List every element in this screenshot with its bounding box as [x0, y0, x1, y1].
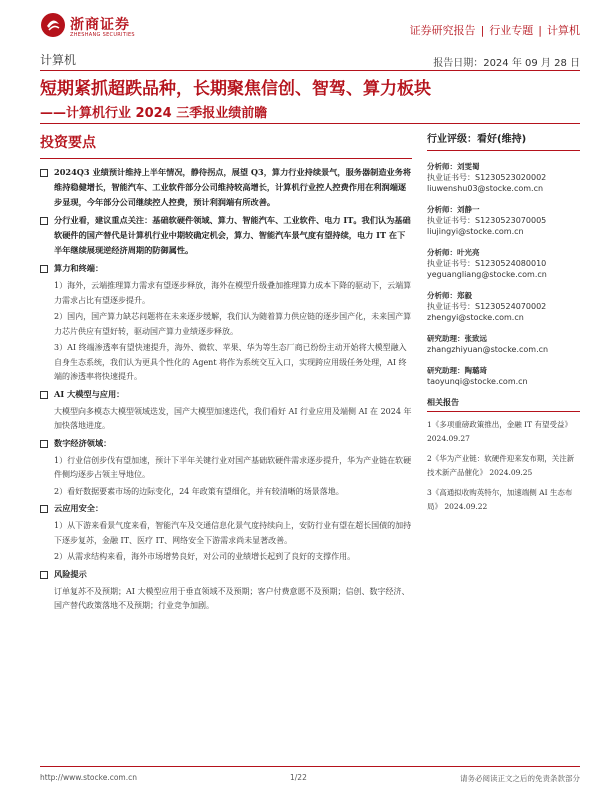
related-reports-heading: 相关报告 [427, 397, 580, 412]
analyst-card [427, 247, 580, 280]
report-subtitle: ——计算机行业 2024 三季报业绩前瞻 [40, 106, 268, 121]
checkbox-bullet-icon [40, 571, 48, 579]
analyst-card [427, 365, 580, 387]
industry-rating: 行业评级：看好(维持) [427, 130, 580, 151]
analyst-email[interactable]: liujingyi@stocke.com.cn [427, 227, 524, 236]
assistant-email[interactable]: taoyunqi@stocke.com.cn [427, 377, 528, 386]
analyst-card [427, 333, 580, 355]
tag-report-category: 行业专题 [489, 24, 534, 37]
analyst-cert: 执业证书号：S1230523070005 [427, 216, 547, 225]
bullet-paragraph: 大模型向多模态大模型领域迭发，国产大模型加速迭代，我们看好 AI 行业应用及端侧 AI 在 2024 年加快落地进度。 [54, 406, 412, 430]
analyst-cert: 执业证书号：S1230524070002 [427, 302, 547, 311]
analyst-card [427, 204, 580, 237]
checkbox-bullet-icon [40, 391, 48, 399]
analyst-email[interactable]: zhengyi@stocke.com.cn [427, 313, 524, 322]
sector-label: 计算机 [40, 53, 77, 67]
bullet-paragraph: 3）AI 终端渗透率有望快速提升，海外、微软、苹果、华为等生态厂商已纷纷主动开始将大模型融入自身生态系统，我们认为更具个性化的 Agent 将作为系统交互入口，实现跨应用级任务处理，AI 终端的渗透率将快速提升。 [54, 343, 407, 381]
analyst-email[interactable]: yeguangliang@stocke.com.cn [427, 270, 547, 279]
bullet-heading: AI 大模型与应用： [54, 388, 125, 399]
summary-divider [40, 158, 412, 159]
summary-bullet [40, 567, 412, 582]
bullet-heading: 风险提示 [54, 568, 87, 579]
footer-url[interactable]: http://www.stocke.com.cn [40, 773, 137, 782]
bullet-paragraph: 订单复苏不及预期；AI 大模型应用于垂直领域不及预期；客户付费意愿不及预期；信创、数字经济、国产替代政策落地不及预期；行业竞争加剧。 [54, 586, 410, 610]
checkbox-bullet-icon [40, 169, 48, 177]
analyst-email[interactable]: liuwenshu03@stocke.com.cn [427, 184, 544, 193]
related-report-link[interactable]: 1《多项重磅政策推出，金融 IT 有望受益》 2024.09.27 [427, 420, 573, 443]
investment-summary [40, 130, 412, 616]
report-date: 报告日期：2024 年 09 月 28 日 [433, 58, 580, 69]
checkbox-bullet-icon [40, 505, 48, 513]
report-title: 短期紧抓超跌品种，长期聚焦信创、智驾、算力板块 [40, 79, 431, 99]
logo-mark-icon [40, 12, 66, 38]
sidebar [427, 130, 580, 520]
bullet-paragraph: 2）看好数据要素市场的边际变化，24 年政策有望细化，并有较清晰的场景落地。 [54, 486, 344, 496]
analyst-card [427, 161, 580, 194]
related-report-link[interactable]: 3《高通拟收购英特尔，加速端侧 AI 生态布局》 2024.09.22 [427, 488, 573, 511]
bullet-paragraph: 1）从下游来看景气度来看，智能汽车及交通信息化景气度持续向上，安防行业有望在超长国债的加持下逐步复苏，金融 IT、医疗 IT、网络安全下游需求尚未显著改善。 [54, 521, 412, 545]
bullet-text: 2024Q3 业绩预计维持上半年情况，静待拐点，展望 Q3，算力行业持续景气，服务器制造业务将维持稳健增长，智能汽车、工业软件部分公司维持较高增长，计算机行业控人控费作用在利润端逐步显现，今年部分公司继续控人控费，预计利润端有所改善。 [54, 167, 412, 207]
bullet-heading: 云应用安全： [54, 503, 104, 513]
bullet-paragraph: 1）行业信创步伐有望加速，预计下半年关键行业对国产基础软硬件需求逐步提升，华为产业链在软硬件侧均逐步占领主导地位。 [54, 455, 412, 479]
bullet-heading: 数字经济领域： [54, 437, 112, 448]
footer-disclaimer: 请务必阅读正文之后的免责条款部分 [460, 774, 580, 783]
report-tags: 证券研究报告 | 行业专题 | 计算机 [409, 24, 580, 37]
checkbox-bullet-icon [40, 440, 48, 448]
analyst-cert: 执业证书号：S1230523020002 [427, 173, 547, 182]
summary-bullet [40, 387, 412, 402]
bullet-heading: 算力和终端： [54, 263, 104, 273]
summary-heading: 投资要点 [40, 135, 96, 151]
analyst-card [427, 290, 580, 323]
checkbox-bullet-icon [40, 217, 48, 225]
title-divider [40, 123, 580, 124]
bullet-paragraph: 2）从需求结构来看，海外市场增势良好，对公司的业绩增长起到了良好的支撑作用。 [54, 552, 356, 561]
analyst-name: 分析师：郑毅 [427, 291, 472, 300]
logo-text: 浙商证券 [70, 17, 130, 33]
logo-subtext: ZHESHANG SECURITIES [70, 32, 135, 38]
related-report-link[interactable]: 2《华为产业链：软硬件迎来发布期，关注新技术新产品催化》 2024.09.25 [427, 454, 575, 477]
footer-divider [40, 766, 580, 767]
assistant-name: 研究助理：陶璐琦 [427, 366, 487, 375]
tag-report-type: 证券研究报告 [409, 24, 476, 37]
assistant-name: 研究助理：张致远 [427, 334, 487, 343]
analyst-cert: 执业证书号：S1230524080010 [427, 259, 547, 268]
assistant-email[interactable]: zhangzhiyuan@stocke.com.cn [427, 345, 549, 354]
header-divider [40, 70, 580, 71]
analyst-name: 分析师：刘静一 [427, 205, 480, 214]
summary-bullet [40, 501, 412, 516]
summary-bullet [40, 213, 412, 258]
bullet-paragraph: 1）海外，云端推理算力需求有望逐步释放，海外在模型升级叠加推理算力成本下降的驱动下，云端算力需求占比有望逐步提升。 [54, 281, 412, 305]
analyst-name: 分析师：叶光亮 [427, 248, 480, 257]
page-number: 1/22 [290, 773, 307, 782]
bullet-text: 分行业看，建议重点关注：基础软硬件领域、算力、智能汽车、工业软件、电力 IT。我们认为基础软硬件的国产替代是计算机行业中期较确定机会，算力、智能汽车景气度有望持续，电力 IT 在下半年继续展现逆经济周期的防御属性。 [54, 215, 411, 255]
checkbox-bullet-icon [40, 265, 48, 273]
tag-industry: 计算机 [547, 24, 580, 37]
brand-logo [40, 12, 150, 42]
summary-bullet [40, 165, 412, 210]
bullet-paragraph: 2）国内，国产算力缺芯问题将在未来逐步缓解，我们认为随着算力供应链的逐步国产化，未来国产算力芯片供应有望好转，驱动国产算力业绩逐步释放。 [54, 312, 412, 336]
summary-bullet [40, 261, 412, 276]
summary-bullet [40, 436, 412, 451]
analyst-name: 分析师：刘雯蜀 [427, 162, 480, 171]
